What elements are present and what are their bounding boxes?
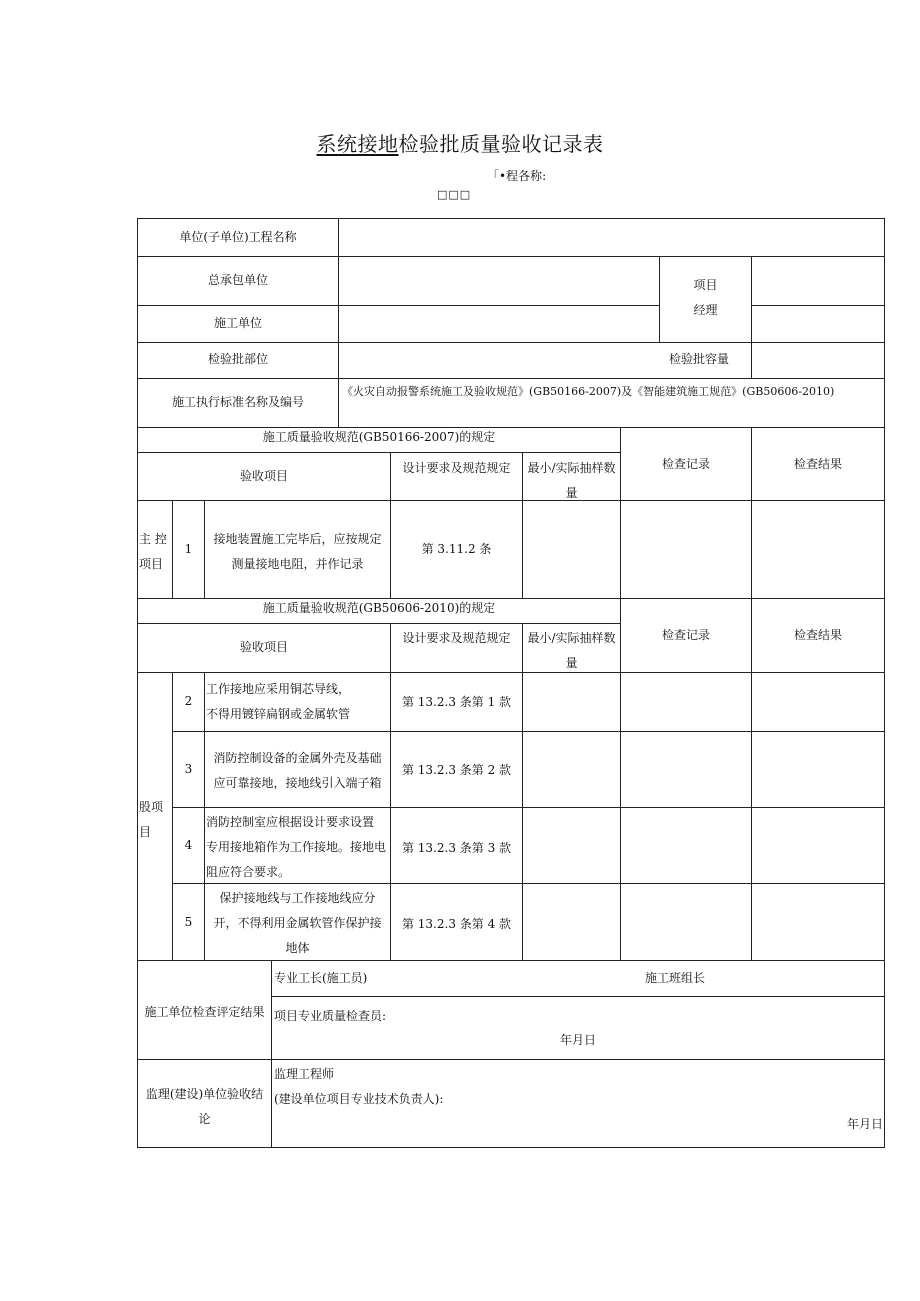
construction-unit-label: 施工单位 [213, 316, 262, 330]
supervision-conclusion-label: 监理(建设)单位验收结 论 [145, 1087, 264, 1126]
row-1-text: 接地装置施工完毕后，应按规定 测量接地电阻，并作记录 [213, 532, 382, 571]
title-rest: 检验批质量验收记录表 [398, 132, 604, 156]
section1-item-header: 验收项目 [239, 469, 288, 483]
section2-item-header: 验收项目 [239, 640, 288, 654]
date-1: 年月日 [560, 1033, 597, 1047]
placeholder-boxes: □□□ [437, 188, 472, 201]
inspection-capacity-label: 检验批容量 [669, 352, 730, 366]
section2-design-header: 设计要求及规范规定 [402, 631, 511, 645]
section2-title: 施工质量验收规范(GB50606-2010)的规定 [262, 601, 496, 615]
row-4-rule: 第 13.2.3 条第 3 款 [401, 841, 512, 855]
row-4-number: 4 [184, 838, 193, 852]
row-5-text: 保护接地线与工作接地线应分 开，不得利用金属软管作保护接 地体 [213, 891, 382, 955]
section1-sample-header: 最小/实际抽样数 量 [527, 461, 616, 500]
row-1-rule: 第 3.11.2 条 [421, 542, 492, 556]
inspection-part-label: 检验批部位 [207, 352, 268, 366]
standard-value: 《火灾自动报警系统施工及验收规范》(GB50166-2007)及《智能建筑施工规范》(GB50606-2010) [342, 385, 835, 398]
project-name-label: 「•程各称: [487, 169, 547, 183]
quality-inspector-label: 项目专业质量检查员: [274, 1009, 387, 1023]
section1-title: 施工质量验收规范(GB50166-2007)的规定 [262, 430, 496, 444]
row-4-text: 消防控制室应根据设计要求设置 专用接地箱作为工作接地。接地电 阻应符合要求。 [206, 815, 387, 879]
foreman-label: 专业工长(施工员) [274, 971, 368, 985]
standard-label: 施工执行标准名称及编号 [171, 395, 304, 409]
row-2-number: 2 [184, 694, 193, 708]
main-control-label: 主 控 项目 [139, 532, 167, 571]
section2-sample-header: 最小/实际抽样数 量 [527, 631, 616, 670]
row-2-rule: 第 13.2.3 条第 1 款 [401, 695, 512, 709]
title-underlined: 系统接地 [316, 132, 399, 156]
row-5-number: 5 [184, 915, 193, 929]
project-manager-label: 项目 经理 [693, 278, 718, 317]
row-5-rule: 第 13.2.3 条第 4 款 [401, 917, 512, 931]
date-2: 年月日 [847, 1117, 884, 1131]
row-3-number: 3 [184, 762, 193, 776]
unit-project-name-label: 单位(子单位)工程名称 [179, 230, 297, 244]
general-contractor-label: 总承包单位 [207, 273, 268, 287]
general-items-label: 股项 目 [139, 800, 164, 839]
section2-record-header: 检查记录 [661, 628, 710, 642]
construction-check-label: 施工单位检查评定结果 [144, 1005, 265, 1019]
section1-design-header: 设计要求及规范规定 [402, 461, 511, 475]
row-2-text: 工作接地应采用铜芯导线， 不得用镀锌扁钢或金属软管 [206, 682, 351, 721]
row-1-number: 1 [184, 542, 193, 556]
supervision-engineer-label: 监理工程师 (建设单位项目专业技术负责人): [274, 1067, 444, 1106]
section1-result-header: 检查结果 [793, 457, 842, 471]
team-leader-label: 施工班组长 [645, 971, 706, 985]
section2-result-header: 检查结果 [793, 628, 842, 642]
section1-record-header: 检查记录 [661, 457, 710, 471]
row-3-rule: 第 13.2.3 条第 2 款 [401, 763, 512, 777]
row-3-text: 消防控制设备的金属外壳及基础 应可靠接地，接地线引入端子箱 [213, 751, 382, 790]
